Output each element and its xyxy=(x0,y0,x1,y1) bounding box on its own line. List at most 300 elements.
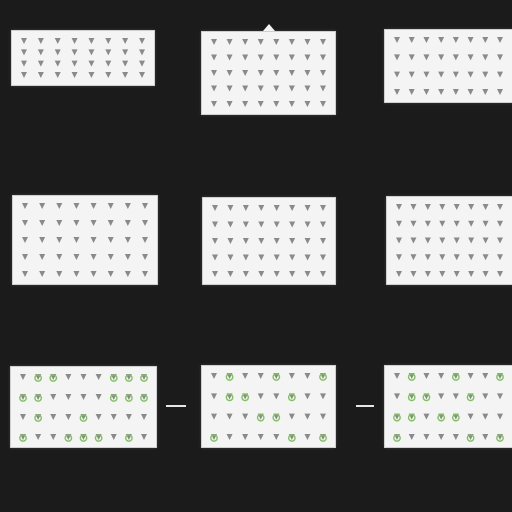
panel-5 xyxy=(202,197,336,285)
grid-marker xyxy=(126,374,132,381)
grid-marker xyxy=(55,61,61,67)
grid-marker xyxy=(55,38,61,44)
grid-marker xyxy=(56,254,62,260)
grid-marker xyxy=(425,271,431,277)
grid-marker xyxy=(91,254,97,260)
grid-marker xyxy=(439,254,445,260)
grid-marker xyxy=(468,204,474,210)
grid-marker xyxy=(497,373,503,380)
grid-marker xyxy=(88,61,94,67)
grid-marker xyxy=(227,434,233,440)
grid-marker xyxy=(482,54,488,60)
grid-marker xyxy=(468,221,474,227)
grid-marker xyxy=(243,238,249,244)
grid-marker xyxy=(20,434,26,441)
grid-marker xyxy=(91,271,97,277)
grid-marker xyxy=(304,393,310,399)
panel-3 xyxy=(384,29,512,103)
grid-marker xyxy=(320,101,326,107)
grid-marker xyxy=(73,203,79,209)
grid-marker xyxy=(20,394,26,401)
grid-marker xyxy=(227,271,233,277)
grid-marker xyxy=(274,238,280,244)
grid-marker xyxy=(126,414,132,420)
marker-grid-9 xyxy=(385,366,512,447)
grid-marker xyxy=(242,393,248,400)
marker-grid-3 xyxy=(385,30,512,102)
grid-marker xyxy=(394,37,400,43)
grid-marker xyxy=(274,205,280,211)
marker-grid-2 xyxy=(202,32,335,114)
grid-marker xyxy=(394,434,400,441)
grid-marker xyxy=(320,222,326,228)
grid-marker xyxy=(56,220,62,226)
grid-marker xyxy=(39,203,45,209)
grid-marker xyxy=(242,434,248,440)
grid-marker xyxy=(320,70,326,76)
grid-marker xyxy=(423,373,429,379)
grid-marker xyxy=(212,271,218,277)
grid-marker xyxy=(273,414,279,421)
grid-marker xyxy=(497,72,503,78)
grid-marker xyxy=(122,72,128,78)
grid-marker xyxy=(125,237,131,243)
panel-pointer xyxy=(263,24,275,31)
grid-marker xyxy=(274,255,280,261)
grid-marker xyxy=(320,86,326,92)
grid-marker xyxy=(320,414,326,420)
grid-marker xyxy=(483,221,489,227)
grid-marker xyxy=(396,254,402,260)
grid-marker xyxy=(304,373,310,379)
grid-marker xyxy=(438,37,444,43)
grid-marker xyxy=(139,72,145,78)
grid-marker xyxy=(396,204,402,210)
grid-marker xyxy=(468,238,474,244)
grid-marker xyxy=(438,72,444,78)
grid-marker xyxy=(258,205,264,211)
grid-marker xyxy=(468,89,474,95)
grid-marker xyxy=(409,393,415,400)
grid-marker xyxy=(258,70,264,76)
grid-marker xyxy=(409,72,415,78)
panel-2 xyxy=(201,31,336,115)
grid-marker xyxy=(320,255,326,261)
grid-marker xyxy=(423,37,429,43)
grid-marker xyxy=(242,414,248,420)
panel-6 xyxy=(386,196,512,285)
grid-marker xyxy=(320,271,326,277)
grid-marker xyxy=(108,220,114,226)
grid-marker xyxy=(258,238,264,244)
grid-marker xyxy=(125,271,131,277)
grid-marker xyxy=(211,373,217,379)
grid-marker xyxy=(139,49,145,55)
grid-marker xyxy=(468,37,474,43)
grid-marker xyxy=(423,72,429,78)
grid-marker xyxy=(396,221,402,227)
grid-marker xyxy=(453,373,459,380)
grid-marker xyxy=(483,238,489,244)
grid-marker xyxy=(227,39,233,45)
grid-marker xyxy=(73,271,79,277)
grid-marker xyxy=(453,37,459,43)
grid-marker xyxy=(305,255,311,261)
grid-marker xyxy=(273,39,279,45)
grid-marker xyxy=(409,414,415,421)
grid-marker xyxy=(454,238,460,244)
grid-marker xyxy=(21,61,27,67)
grid-marker xyxy=(304,39,310,45)
grid-marker xyxy=(35,394,41,401)
grid-marker xyxy=(139,38,145,44)
grid-marker xyxy=(320,205,326,211)
grid-marker xyxy=(439,238,445,244)
grid-marker xyxy=(212,238,218,244)
grid-marker xyxy=(211,434,217,441)
grid-marker xyxy=(482,414,488,420)
grid-marker xyxy=(141,434,147,440)
grid-marker xyxy=(96,414,102,420)
grid-marker xyxy=(258,373,264,379)
grid-marker xyxy=(81,394,87,400)
grid-marker xyxy=(497,89,503,95)
grid-marker xyxy=(258,414,264,421)
grid-marker xyxy=(438,54,444,60)
grid-marker xyxy=(88,72,94,78)
grid-marker xyxy=(50,434,56,440)
grid-marker xyxy=(227,55,233,61)
grid-marker xyxy=(88,38,94,44)
grid-marker xyxy=(289,101,295,107)
grid-marker xyxy=(423,414,429,420)
grid-marker xyxy=(304,414,310,420)
grid-marker xyxy=(289,222,295,228)
grid-marker xyxy=(95,434,101,441)
grid-marker xyxy=(409,89,415,95)
grid-marker xyxy=(72,72,78,78)
grid-marker xyxy=(497,238,503,244)
grid-marker xyxy=(482,89,488,95)
grid-marker xyxy=(305,222,311,228)
grid-marker xyxy=(211,101,217,107)
grid-marker xyxy=(22,254,28,260)
grid-marker xyxy=(482,434,488,440)
grid-marker xyxy=(211,393,217,399)
grid-marker xyxy=(453,54,459,60)
grid-marker xyxy=(425,238,431,244)
grid-marker xyxy=(126,394,132,401)
grid-marker xyxy=(227,205,233,211)
grid-marker xyxy=(410,271,416,277)
grid-marker xyxy=(467,434,473,441)
grid-marker xyxy=(50,374,56,381)
grid-marker xyxy=(91,220,97,226)
grid-marker xyxy=(454,221,460,227)
grid-marker xyxy=(111,374,117,381)
grid-marker xyxy=(226,373,232,380)
grid-marker xyxy=(81,374,87,380)
grid-marker xyxy=(139,61,145,67)
grid-marker xyxy=(22,203,28,209)
grid-marker xyxy=(258,101,264,107)
grid-marker xyxy=(211,70,217,76)
grid-marker xyxy=(227,238,233,244)
grid-marker xyxy=(226,393,232,400)
grid-marker xyxy=(108,203,114,209)
grid-marker xyxy=(394,414,400,421)
grid-marker xyxy=(212,222,218,228)
grid-marker xyxy=(423,434,429,440)
grid-marker xyxy=(410,238,416,244)
grid-marker xyxy=(497,434,503,441)
grid-marker xyxy=(394,393,400,399)
grid-marker xyxy=(273,393,279,399)
grid-marker xyxy=(39,220,45,226)
grid-marker xyxy=(72,38,78,44)
grid-marker xyxy=(242,55,248,61)
grid-marker xyxy=(122,49,128,55)
grid-marker xyxy=(439,221,445,227)
grid-marker xyxy=(409,54,415,60)
grid-marker xyxy=(289,271,295,277)
grid-marker xyxy=(96,394,102,400)
grid-marker xyxy=(320,238,326,244)
panel-7 xyxy=(10,366,157,448)
grid-marker xyxy=(409,373,415,380)
grid-marker xyxy=(438,414,444,421)
grid-marker xyxy=(126,434,132,441)
grid-marker xyxy=(105,38,111,44)
grid-marker xyxy=(497,271,503,277)
grid-marker xyxy=(289,373,295,379)
grid-marker xyxy=(453,393,459,399)
grid-marker xyxy=(423,89,429,95)
grid-marker xyxy=(304,86,310,92)
grid-marker xyxy=(497,204,503,210)
grid-marker xyxy=(273,101,279,107)
grid-marker xyxy=(410,254,416,260)
grid-marker xyxy=(304,434,310,440)
grid-marker xyxy=(211,39,217,45)
grid-marker xyxy=(423,393,429,400)
grid-marker xyxy=(289,414,295,420)
grid-marker xyxy=(394,54,400,60)
grid-marker xyxy=(468,72,474,78)
grid-marker xyxy=(454,254,460,260)
grid-marker xyxy=(289,434,295,441)
grid-marker xyxy=(38,38,44,44)
panel-9 xyxy=(384,365,512,448)
grid-marker xyxy=(141,394,147,401)
grid-marker xyxy=(258,86,264,92)
grid-marker xyxy=(258,55,264,61)
grid-marker xyxy=(243,205,249,211)
grid-marker xyxy=(227,255,233,261)
grid-marker xyxy=(304,55,310,61)
grid-marker xyxy=(320,373,326,380)
grid-marker xyxy=(212,255,218,261)
grid-marker xyxy=(483,271,489,277)
grid-marker xyxy=(320,55,326,61)
grid-marker xyxy=(125,203,131,209)
grid-marker xyxy=(482,72,488,78)
grid-marker xyxy=(242,86,248,92)
marker-grid-8 xyxy=(202,366,335,447)
grid-marker xyxy=(273,70,279,76)
grid-marker xyxy=(227,222,233,228)
grid-marker xyxy=(289,70,295,76)
grid-marker xyxy=(454,271,460,277)
grid-marker xyxy=(453,89,459,95)
grid-marker xyxy=(108,271,114,277)
grid-marker xyxy=(468,254,474,260)
marker-grid-6 xyxy=(387,197,512,284)
grid-marker xyxy=(35,434,41,440)
grid-marker xyxy=(227,86,233,92)
grid-marker xyxy=(425,204,431,210)
grid-marker xyxy=(55,72,61,78)
grid-marker xyxy=(21,38,27,44)
grid-marker xyxy=(20,414,26,420)
grid-marker xyxy=(72,61,78,67)
grid-marker xyxy=(108,254,114,260)
grid-marker xyxy=(289,86,295,92)
grid-marker xyxy=(242,101,248,107)
grid-marker xyxy=(425,221,431,227)
grid-marker xyxy=(65,374,71,380)
grid-marker xyxy=(305,271,311,277)
grid-marker xyxy=(111,414,117,420)
grid-marker xyxy=(211,55,217,61)
grid-marker xyxy=(227,414,233,420)
grid-marker xyxy=(39,254,45,260)
grid-marker xyxy=(141,374,147,381)
grid-marker xyxy=(142,271,148,277)
grid-marker xyxy=(141,414,147,420)
grid-marker xyxy=(305,238,311,244)
grid-marker xyxy=(453,434,459,440)
grid-marker xyxy=(50,414,56,420)
grid-marker xyxy=(410,221,416,227)
grid-marker xyxy=(258,393,264,399)
grid-marker xyxy=(467,393,473,400)
grid-marker xyxy=(258,255,264,261)
grid-marker xyxy=(258,39,264,45)
marker-grid-1 xyxy=(12,31,154,85)
marker-grid-5 xyxy=(203,198,335,284)
grid-marker xyxy=(122,61,128,67)
grid-marker xyxy=(274,222,280,228)
grid-marker xyxy=(38,49,44,55)
grid-marker xyxy=(73,254,79,260)
grid-marker xyxy=(21,49,27,55)
grid-marker xyxy=(423,54,429,60)
grid-marker xyxy=(273,434,279,440)
grid-marker xyxy=(212,205,218,211)
grid-marker xyxy=(50,394,56,400)
grid-marker xyxy=(497,254,503,260)
grid-marker xyxy=(242,70,248,76)
grid-marker xyxy=(22,237,28,243)
grid-marker xyxy=(497,221,503,227)
grid-marker xyxy=(242,373,248,379)
grid-marker xyxy=(211,414,217,420)
grid-marker xyxy=(243,222,249,228)
grid-marker xyxy=(65,394,71,400)
grid-marker xyxy=(56,237,62,243)
grid-marker xyxy=(243,255,249,261)
grid-marker xyxy=(258,222,264,228)
grid-marker xyxy=(396,271,402,277)
grid-marker xyxy=(289,238,295,244)
panel-1 xyxy=(11,30,155,86)
grid-marker xyxy=(497,414,503,420)
grid-marker xyxy=(56,271,62,277)
grid-marker xyxy=(438,373,444,379)
grid-marker xyxy=(304,101,310,107)
grid-marker xyxy=(73,237,79,243)
grid-marker xyxy=(20,374,26,380)
grid-marker xyxy=(111,394,117,401)
grid-marker xyxy=(227,70,233,76)
grid-marker xyxy=(439,271,445,277)
grid-marker xyxy=(105,49,111,55)
grid-marker xyxy=(468,373,474,379)
grid-marker xyxy=(22,220,28,226)
grid-marker xyxy=(482,393,488,399)
grid-marker xyxy=(320,39,326,45)
grid-marker xyxy=(22,271,28,277)
grid-marker xyxy=(409,434,415,440)
grid-marker xyxy=(65,434,71,441)
grid-marker xyxy=(21,72,27,78)
grid-marker xyxy=(305,205,311,211)
grid-marker xyxy=(439,204,445,210)
grid-marker xyxy=(80,414,86,421)
grid-marker xyxy=(105,61,111,67)
grid-marker xyxy=(289,393,295,400)
marker-grid-4 xyxy=(13,196,157,284)
grid-marker xyxy=(453,72,459,78)
grid-marker xyxy=(91,237,97,243)
marker-grid-7 xyxy=(11,367,156,447)
grid-marker xyxy=(289,55,295,61)
grid-marker xyxy=(55,49,61,55)
grid-marker xyxy=(73,220,79,226)
grid-marker xyxy=(410,204,416,210)
grid-marker xyxy=(304,70,310,76)
grid-marker xyxy=(289,39,295,45)
grid-marker xyxy=(320,393,326,399)
grid-marker xyxy=(38,72,44,78)
grid-marker xyxy=(65,414,71,420)
grid-marker xyxy=(273,86,279,92)
grid-marker xyxy=(468,54,474,60)
grid-marker xyxy=(394,72,400,78)
grid-marker xyxy=(35,414,41,421)
connector-1 xyxy=(166,405,186,407)
grid-marker xyxy=(273,55,279,61)
grid-marker xyxy=(454,204,460,210)
grid-marker xyxy=(258,271,264,277)
grid-marker xyxy=(394,373,400,379)
grid-marker xyxy=(497,393,503,399)
grid-marker xyxy=(438,393,444,399)
grid-marker xyxy=(142,220,148,226)
grid-marker xyxy=(35,374,41,381)
grid-marker xyxy=(91,203,97,209)
